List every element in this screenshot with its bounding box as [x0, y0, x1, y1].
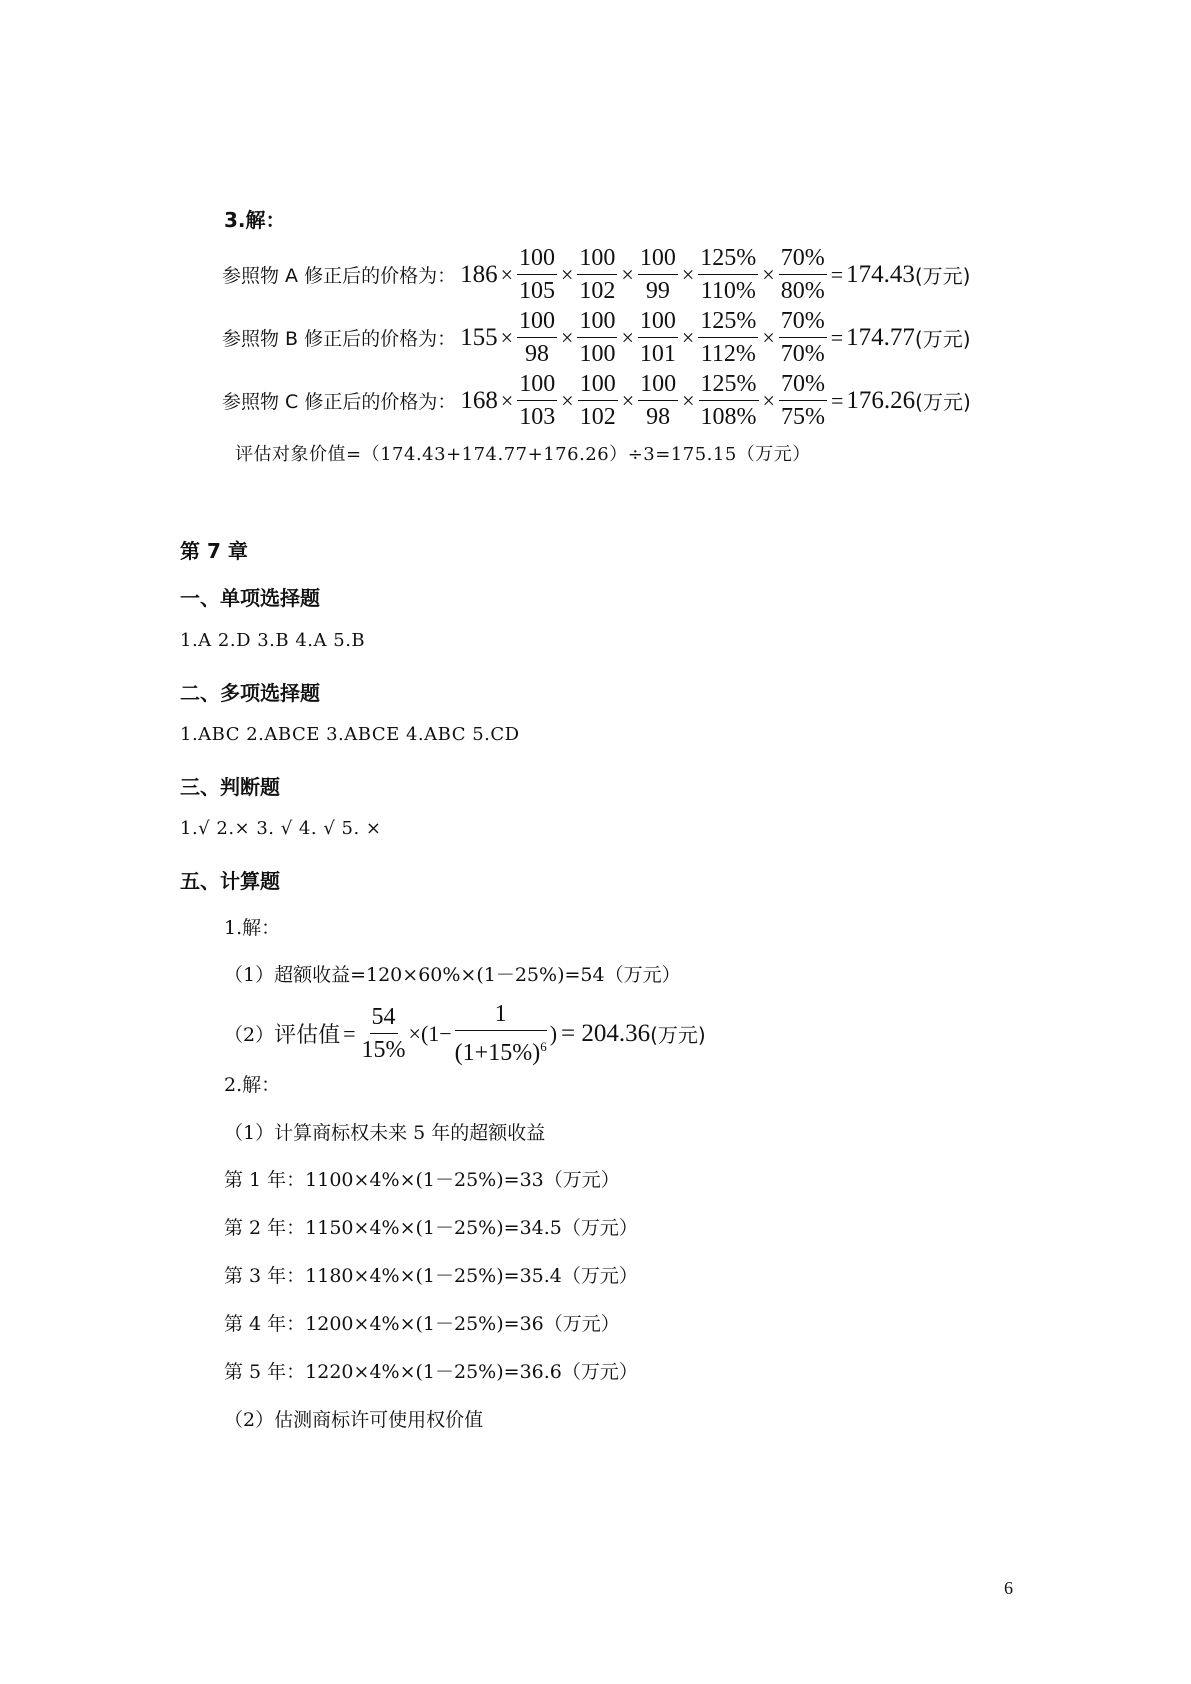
formula-b: 参照物 B 修正后的价格为： 155 × $\frac{100}{98}$ × $\frac{100}{100}$ × $\frac{100}{101}$ × $\frac{125\%}{112\%}$ × $\frac{70\%}{70\%}$ = 174.77 (万元) — [222, 308, 971, 367]
q1-formula-result: = 204.36 — [561, 1019, 651, 1047]
frac-den: 105 — [519, 278, 555, 304]
answers-single-choice: 1.A 2.D 3.B 4.A 5.B — [180, 630, 366, 651]
q1-formula — [224, 1000, 706, 1067]
frac-den: 102 — [579, 404, 616, 430]
formula-a: 参照物 A 修正后的价格为： 186 × $\frac{100}{105}$ × $\frac{100}{102}$ × $\frac{100}{99}$ × $\frac{125\%}{110\%}$ × $\frac{70\%}{80\%}$ = 174.43 (万元) — [222, 245, 971, 304]
formula-unit: (万元) — [914, 264, 971, 288]
formula-base: 155 — [460, 323, 498, 351]
formula-label: 参照物 C 修正后的价格为： — [222, 391, 457, 413]
heading-judgement: 三、判断题 — [180, 775, 280, 799]
frac-den: (1+15%) — [454, 1040, 541, 1066]
frac-num: 100 — [638, 370, 678, 401]
frac-num: 100 — [517, 307, 557, 338]
q1-formula-eq: = — [343, 1020, 356, 1046]
frac-den: 15% — [361, 1037, 406, 1063]
q1-formula-unit: (万元) — [650, 1023, 706, 1047]
frac-num: 100 — [578, 370, 618, 401]
frac-num: 100 — [517, 370, 557, 401]
frac-num: 100 — [577, 244, 617, 275]
formula-c: 参照物 C 修正后的价格为： 168 × $\frac{100}{103}$ × $\frac{100}{102}$ × $\frac{100}{98}$ × $\frac{125\%}{108\%}$ × $\frac{70\%}{75\%}$ = 176.26 (万元) — [222, 371, 971, 430]
q1-formula-label: 评估值 — [274, 1023, 341, 1048]
frac-den: 110% — [700, 278, 756, 304]
answers-judgement: 1.√ 2.× 3. √ 4. √ 5. × — [180, 818, 382, 839]
formula-unit: (万元) — [915, 390, 971, 414]
q1-title: 1.解： — [224, 917, 281, 939]
q1-formula-prefix: （2） — [224, 1024, 275, 1046]
year-line: 第 5 年：1220×4%×(1－25%)=36.6（万元） — [224, 1361, 638, 1383]
q1-formula-close: ) — [549, 1020, 558, 1046]
frac-den: 112% — [700, 341, 756, 367]
q1-formula-times: ×(1− — [408, 1020, 452, 1046]
frac-num: 100 — [517, 244, 557, 275]
q2-title: 2.解： — [224, 1074, 281, 1096]
frac-den: 101 — [639, 341, 676, 367]
formula-result: 176.26 — [846, 386, 916, 414]
q2-step-2: （2）估测商标许可使用权价值 — [224, 1409, 484, 1431]
frac-num: 125% — [698, 307, 758, 338]
q2-step-1: （1）计算商标权未来 5 年的超额收益 — [224, 1122, 546, 1144]
year-line: 第 4 年：1200×4%×(1－25%)=36（万元） — [224, 1313, 620, 1335]
frac-num: 125% — [698, 244, 758, 275]
frac-den: 75% — [780, 404, 825, 430]
year-line: 第 2 年：1150×4%×(1－25%)=34.5（万元） — [224, 1217, 638, 1239]
formula-label: 参照物 A 修正后的价格为： — [222, 265, 457, 287]
q1-line-1: （1）超额收益=120×60%×(1－25%)=54（万元） — [224, 964, 681, 986]
frac-num: 70% — [779, 370, 827, 401]
exponent: 6 — [540, 1039, 547, 1054]
section-3-title: 3.解： — [224, 208, 286, 232]
frac-den: 100 — [579, 341, 616, 367]
frac-num: 70% — [779, 244, 827, 275]
formula-base: 186 — [460, 260, 498, 288]
frac-num: 54 — [370, 1003, 398, 1034]
frac-den: 102 — [579, 278, 616, 304]
frac-num: 70% — [779, 307, 827, 338]
frac-den: 70% — [780, 341, 825, 367]
frac-den: 98 — [525, 341, 550, 367]
heading-multi-choice: 二、多项选择题 — [180, 681, 320, 705]
formula-result: 174.77 — [846, 323, 915, 351]
year-line: 第 3 年：1180×4%×(1－25%)=35.4（万元） — [224, 1265, 638, 1287]
formula-label: 参照物 B 修正后的价格为： — [222, 328, 457, 350]
formula-base: 168 — [460, 386, 498, 414]
frac-den: 80% — [780, 278, 825, 304]
answers-multi-choice: 1.ABC 2.ABCE 3.ABCE 4.ABC 5.CD — [180, 724, 520, 745]
frac-num: 100 — [577, 307, 617, 338]
frac-den: 98 — [646, 404, 671, 430]
frac-num: 1 — [455, 1000, 547, 1031]
year-line: 第 1 年：1100×4%×(1－25%)=33（万元） — [224, 1169, 620, 1191]
chapter-heading: 第 7 章 — [180, 539, 248, 563]
page-number: 6 — [1004, 1578, 1013, 1598]
frac-num: 100 — [638, 307, 678, 338]
frac-den: 108% — [700, 404, 757, 430]
frac-num: 125% — [699, 370, 759, 401]
frac-den: 103 — [519, 404, 556, 430]
assessment-value-line: 评估对象价值=（174.43+174.77+176.26）÷3=175.15（万元） — [235, 444, 811, 465]
heading-single-choice: 一、单项选择题 — [180, 586, 320, 610]
formula-result: 174.43 — [846, 260, 915, 288]
frac-num: 100 — [638, 244, 678, 275]
heading-calculation: 五、计算题 — [180, 869, 280, 893]
frac-den: 99 — [645, 278, 670, 304]
formula-unit: (万元) — [914, 327, 971, 351]
